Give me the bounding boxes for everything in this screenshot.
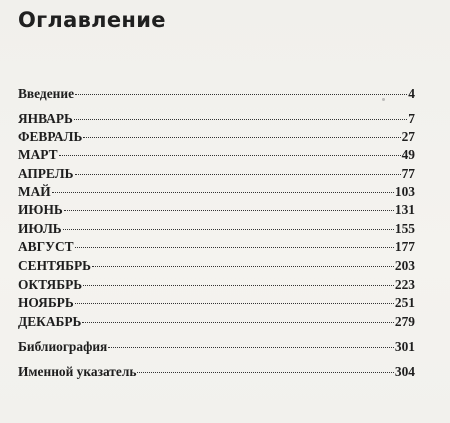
- toc-entry-november[interactable]: [18, 295, 415, 311]
- toc-entry-page: 27: [401, 129, 415, 144]
- dot-leader: [63, 229, 394, 230]
- dot-leader: [75, 303, 394, 304]
- toc-entry-february[interactable]: [18, 129, 415, 145]
- toc-entry-page: 131: [394, 202, 415, 217]
- toc-entry-page: 7: [408, 111, 415, 126]
- toc-entry-page: 155: [394, 221, 415, 236]
- toc-entry-december[interactable]: [18, 314, 415, 330]
- toc-entry-march[interactable]: [18, 147, 415, 163]
- dot-leader: [64, 210, 394, 211]
- toc-entry-label: ДЕКАБРЬ: [18, 314, 82, 329]
- toc-entry-label: СЕНТЯБРЬ: [18, 258, 91, 273]
- dot-leader: [52, 192, 394, 193]
- toc-entry-label: Библиография: [18, 339, 108, 354]
- toc-entry-january[interactable]: [18, 111, 415, 127]
- toc-entry-july[interactable]: [18, 221, 415, 237]
- dot-leader: [74, 119, 407, 120]
- toc-entry-page: 251: [394, 295, 415, 310]
- toc-entry-page: 304: [394, 364, 415, 379]
- toc-entry-page: 177: [394, 239, 415, 254]
- toc-entry-page: 301: [394, 339, 415, 354]
- toc-entry-label: НОЯБРЬ: [18, 295, 74, 310]
- toc-entry-label: Именной указатель: [18, 364, 137, 379]
- dot-leader: [137, 372, 393, 373]
- toc-entry-may[interactable]: [18, 184, 415, 200]
- toc-entry-label: МАЙ: [18, 184, 51, 199]
- toc-entry-label: АПРЕЛЬ: [18, 166, 74, 181]
- page-title: Оглавление: [18, 8, 166, 32]
- dot-leader: [82, 322, 393, 323]
- toc-entry-label: ФЕВРАЛЬ: [18, 129, 83, 144]
- dot-leader: [75, 247, 394, 248]
- toc-entry-october[interactable]: [18, 277, 415, 293]
- toc-entry-page: 4: [408, 86, 415, 101]
- dot-leader: [59, 155, 401, 156]
- toc-entry-label: ЯНВАРЬ: [18, 111, 73, 126]
- toc-entry-label: Введение: [18, 86, 75, 101]
- toc-entry-june[interactable]: [18, 202, 415, 218]
- dot-leader: [83, 285, 394, 286]
- toc-entry-introduction[interactable]: [18, 86, 415, 102]
- toc-entry-page: 103: [394, 184, 415, 199]
- toc-entry-bibliography[interactable]: [18, 339, 415, 355]
- toc-entry-label: МАРТ: [18, 147, 58, 162]
- toc-entry-page: 223: [394, 277, 415, 292]
- dot-leader: [108, 347, 394, 348]
- toc-entry-page: 77: [401, 166, 415, 181]
- toc-entry-page: 279: [394, 314, 415, 329]
- toc-entry-label: ИЮНЬ: [18, 202, 63, 217]
- toc-entry-page: 49: [401, 147, 415, 162]
- toc-entry-september[interactable]: [18, 258, 415, 274]
- toc-entry-page: 203: [394, 258, 415, 273]
- toc-entry-august[interactable]: [18, 239, 415, 255]
- toc-entry-april[interactable]: [18, 166, 415, 182]
- dot-leader: [75, 174, 401, 175]
- dot-leader: [75, 94, 407, 95]
- dot-leader: [83, 137, 400, 138]
- dot-leader: [92, 266, 394, 267]
- toc-entry-label: АВГУСТ: [18, 239, 74, 254]
- toc-entry-label: ИЮЛЬ: [18, 221, 62, 236]
- toc-entry-name-index[interactable]: [18, 364, 415, 380]
- toc-entry-label: ОКТЯБРЬ: [18, 277, 83, 292]
